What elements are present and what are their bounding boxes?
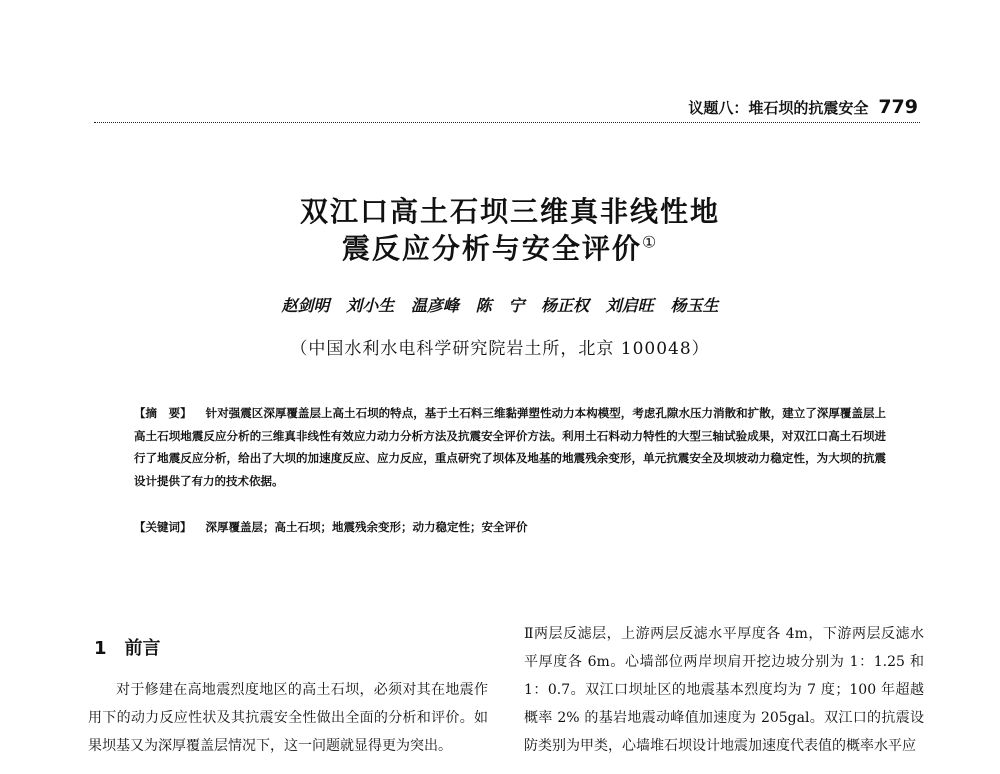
paper-title-line-1: 双江口高土石坝三维真非线性地 xyxy=(299,195,720,228)
abstract-label: 【摘 要】 xyxy=(134,406,192,420)
header-rule xyxy=(94,122,920,123)
title-footnote-mark: ① xyxy=(641,232,659,252)
section-heading xyxy=(94,634,161,660)
keywords xyxy=(134,519,886,535)
section-title: 前言 xyxy=(124,638,161,659)
authors: 赵剑明 刘小生 温彦峰 陈 宁 杨正权 刘启旺 杨玉生 xyxy=(281,296,719,315)
paper-title-line-2 xyxy=(100,227,900,267)
keywords-text: 深厚覆盖层；高土石坝；地震残余变形；动力稳定性；安全评价 xyxy=(205,520,528,534)
section-number: 1 xyxy=(94,638,107,659)
affiliation: （中国水利水电科学研究院岩土所，北京 100048） xyxy=(290,339,710,359)
abstract xyxy=(134,402,886,492)
abstract-text: 针对强震区深厚覆盖层上高土石坝的特点，基于土石料三维黏弹塑性动力本构模型，考虑孔隙水压力消散和扩散，建立了深厚覆盖层上高土石坝地震反应分析的三维真非线性有效应力动力分析方法及抗震安全评价方法。利用土石料动力特性的大型三轴试验成果，对双江口高土石坝进行了地震反应分析，给出了大坝的加速度反应、应力反应，重点研究了坝体及地基的地震残余变形，单元抗震安全及坝坡动力稳定性，为大坝的抗震设计提供了有力的技术依据。 xyxy=(134,406,887,488)
running-header xyxy=(618,96,918,118)
page-number: 779 xyxy=(878,96,918,118)
right-column-paragraph: Ⅱ两层反滤层，上游两层反滤水平厚度各 4m，下游两层反滤水平厚度各 6m。心墙部位两岸坝肩开挖边坡分别为 1：1.25 和 1：0.7。双江口坝址区的地震基本烈度均为 7 度；100 年超越概率 2% 的基岩地震动峰值加速度为 205gal。双江口的抗震设防类别为甲类，心墙堆石坝设计地震加速度代表值的概率水平应 xyxy=(524,626,924,754)
left-column-paragraph: 对于修建在高地震烈度地区的高土石坝，必须对其在地震作用下的动力反应性状及其抗震安全性做出全面的分析和评价。如果坝基又为深厚覆盖层情况下，这一问题就显得更为突出。 xyxy=(88,682,488,754)
keywords-label: 【关键词】 xyxy=(134,520,192,534)
running-header-title: 议题八：堆石坝的抗震安全 xyxy=(688,99,869,117)
paper-title-line-2-text: 震反应分析与安全评价 xyxy=(341,232,642,265)
